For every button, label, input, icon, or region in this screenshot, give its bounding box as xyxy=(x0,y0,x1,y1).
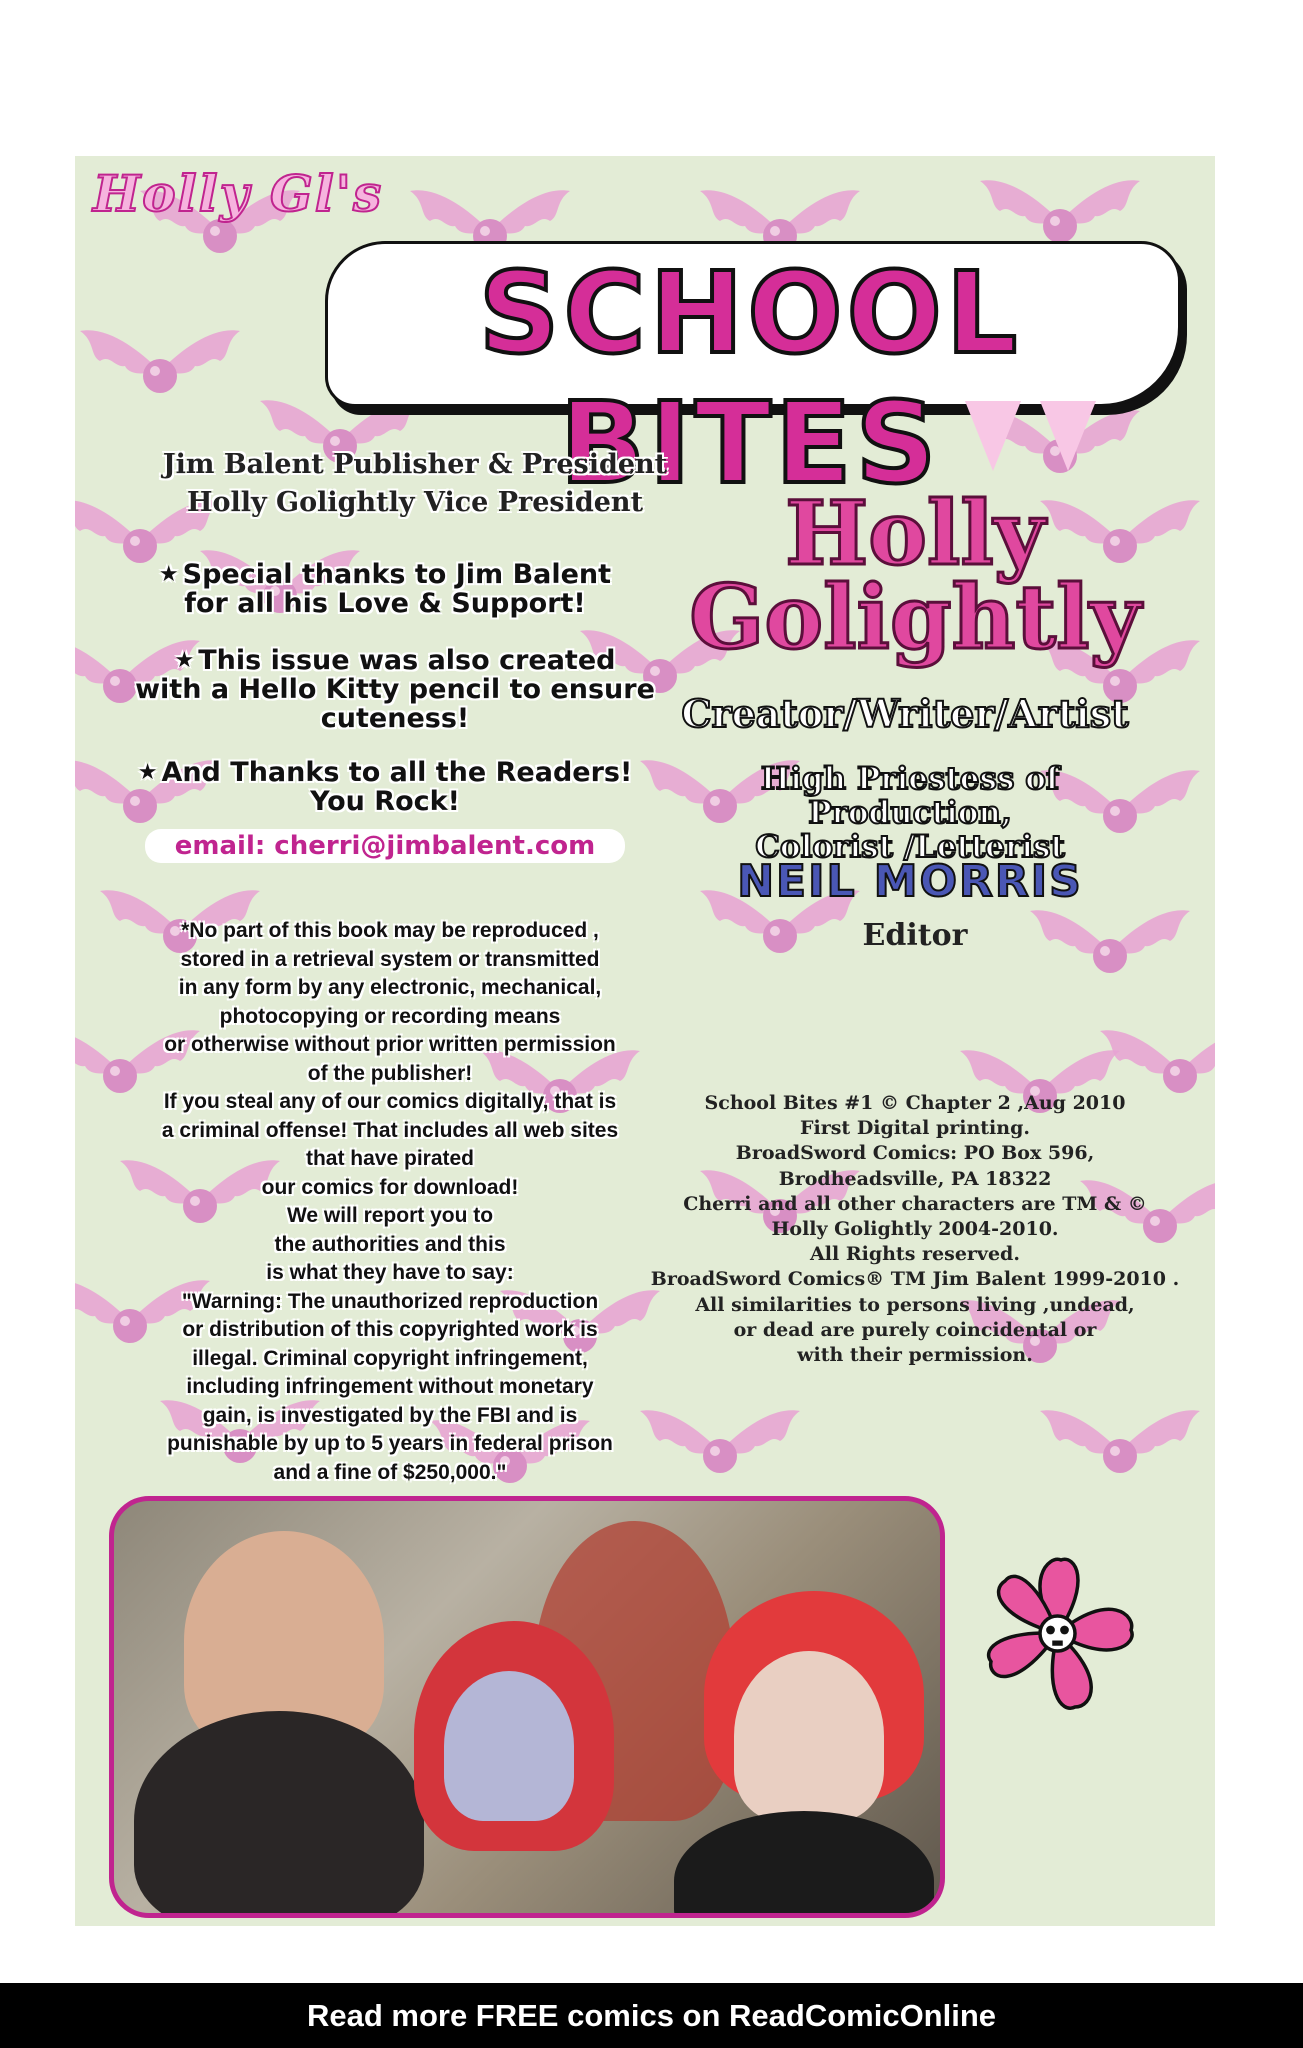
series-prefix: Holly Gl's xyxy=(93,164,384,223)
thanks-hello-kitty: ★ This issue was also created with a Hello Kitty pencil to ensure cuteness! xyxy=(135,645,655,734)
bat-wing-icon xyxy=(1025,896,1195,986)
legal-line: gain, is investigated by the FBI and is xyxy=(202,1403,578,1427)
copyright-line: Brodheadsville, PA 18322 xyxy=(778,1167,1052,1190)
legal-line: *No part of this book may be reproduced , xyxy=(181,919,599,942)
copyright-notice xyxy=(635,1091,1195,1368)
fang-icon xyxy=(965,401,1021,471)
woman-face-image xyxy=(734,1651,884,1821)
bat-wing-icon xyxy=(1035,1396,1205,1486)
copyright-line: or dead are purely coincidental or xyxy=(733,1318,1097,1341)
comic-credits-page xyxy=(75,156,1215,1926)
legal-line: that have pirated xyxy=(305,1147,475,1170)
legal-line: or distribution of this copyrighted work is xyxy=(182,1318,598,1341)
legal-line: photocopying or recording means xyxy=(219,1004,561,1028)
legal-line: in any form by any electronic, mechanical, xyxy=(178,976,602,999)
copyright-line: First Digital printing. xyxy=(800,1117,1030,1140)
legal-line: of the publisher! xyxy=(307,1061,473,1085)
legal-line: If you steal any of our comics digitally, that is xyxy=(163,1090,617,1113)
legal-line: a criminal offense! That includes all web sites xyxy=(161,1118,619,1142)
thanks-readers: ★ And Thanks to all the Readers! You Rock! xyxy=(137,757,633,817)
copyright-line: All similarities to persons living ,undead, xyxy=(695,1293,1135,1316)
legal-line: illegal. Criminal copyright infringement, xyxy=(192,1346,588,1370)
editor-name: NEIL MORRIS xyxy=(737,856,1083,907)
star-icon: ★ xyxy=(158,562,179,587)
legal-line: our comics for download! xyxy=(261,1175,519,1199)
legal-line: including infringement without monetary xyxy=(186,1375,594,1398)
legal-line: the authorities and this xyxy=(274,1232,506,1256)
bat-wing-icon xyxy=(75,316,245,406)
legal-line: punishable by up to 5 years in federal prison xyxy=(167,1432,613,1455)
elf-face-image xyxy=(444,1671,574,1821)
woman-outfit-image xyxy=(674,1811,934,1918)
footer-banner[interactable]: Read more FREE comics on ReadComicOnline xyxy=(0,1983,1303,2048)
copyright-line: All Rights reserved. xyxy=(810,1243,1020,1266)
copyright-line: BroadSword Comics® TM Jim Balent 1999-2010 . xyxy=(650,1268,1180,1291)
legal-line: and a fine of $250,000." xyxy=(273,1460,507,1484)
legal-line: is what they have to say: xyxy=(266,1261,514,1284)
star-icon: ★ xyxy=(174,648,195,673)
publisher-line: Jim Balent Publisher & President xyxy=(162,449,668,480)
legal-line: "Warning: The unauthorized reproduction xyxy=(181,1289,599,1313)
man-shirt-image xyxy=(134,1711,424,1918)
legal-line: We will report you to xyxy=(286,1204,494,1227)
editor-role: Editor xyxy=(862,918,968,953)
copyright-line: School Bites #1 © Chapter 2 ,Aug 2010 xyxy=(704,1092,1126,1114)
legal-line: or otherwise without prior written permission xyxy=(164,1033,616,1056)
star-icon: ★ xyxy=(137,760,158,785)
fang-icon xyxy=(1040,401,1096,471)
thanks-jim: ★ Special thanks to Jim Balent for all his Love & Support! xyxy=(158,559,612,619)
contact-email[interactable]: email: cherri@jimbalent.com xyxy=(145,829,625,863)
legal-notice xyxy=(100,917,680,1487)
creator-name: Holly Golightly xyxy=(689,481,1141,669)
copyright-line: Cherri and all other characters are TM & © xyxy=(683,1192,1147,1215)
vice-president-line: Holly Golightly Vice President xyxy=(186,487,644,518)
legal-line: stored in a retrieval system or transmitted xyxy=(180,947,600,971)
copyright-line: with their permission. xyxy=(797,1344,1033,1367)
creators-photo xyxy=(109,1496,945,1918)
logo-title: SCHOOL BITES xyxy=(478,249,1022,509)
publisher-block xyxy=(115,446,715,522)
production-role: High Priestess of Production, Colorist /Letterist xyxy=(755,761,1065,865)
creator-role: Creator/Writer/Artist xyxy=(681,691,1129,736)
copyright-line: Holly Golightly 2004-2010. xyxy=(771,1218,1059,1241)
copyright-line: BroadSword Comics: PO Box 596, xyxy=(735,1142,1095,1165)
pink-flower-skull-icon xyxy=(970,1546,1145,1721)
